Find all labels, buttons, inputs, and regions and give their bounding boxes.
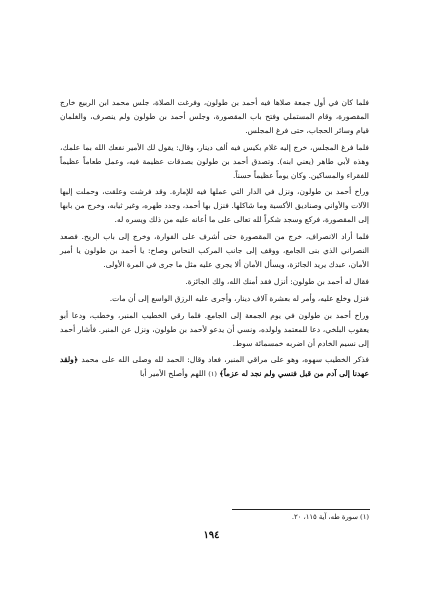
paragraph-1: فلما كان في أول جمعة صلاها فيه أحمد بن طولون، وفرغت الصلاة، جلس محمد ابن الربيع خارج المقصورة، وقام المستملي وفتح باب المقصورة، وجلس أحمد بن طولون ولم ينصرف، والغلمان قيام وسائر الحجاب، حتى فرغ المجلس. xyxy=(60,98,369,135)
footnote-divider xyxy=(232,509,370,510)
quran-verse: ﴿ولقد عهدنا إلى آدم من قبل فنسي ولم نجد له عزماً﴾ xyxy=(60,355,369,379)
footnote-reference: (١) xyxy=(208,370,217,379)
paragraph-2: فلما فرغ المجلس، خرج إليه غلام بكيس فيه ألف دينار، وقال: يقول لك الأمير نفعك الله بما علمك، وهذه لأبي طاهر (يعني ابنه). وتصدق أحمد بن طولون بصدقات عظيمة فيه، وعمل طعاماً عظيماً للفقراء والمساكين. وكان يوماً عظيماً حسناً. xyxy=(60,142,369,180)
paragraph-8-start: فذكر الخطيب سهوه، وهو على مراقي المنبر، فعاد وقال: الحمد لله وصلى الله على محمد xyxy=(81,355,369,365)
paragraph-8 xyxy=(60,353,369,382)
paragraph-8-end: اللهم وأصلح الأمير أبا xyxy=(139,369,206,379)
paragraph-3: وراح أحمد بن طولون، ونزل في الدار التي عملها فيه للإمارة. وقد فرشت وعلقت، وحملت إليها الآلات والأواني وصناديق الأكسية وما شاكلها. فنزل بها أحمد، وجدد طهره، وغير ثيابه، وخرج من بابها إلى المقصورة، فركع وسجد شكراً لله تعالى على ما أعانه عليه من ذلك ويسره له. xyxy=(60,187,369,225)
page-number: ١٩٤ xyxy=(203,530,220,541)
paragraph-4: فلما أراد الانصراف، خرج من المقصورة حتى أشرف على الفوارة، وخرج إلى باب الريح. فصعد النصراني الذي بنى الجامع، ووقف إلى جانب المركب النحاس وصاح: يا أحمد بن طولون يا أمير الأمان، عبدك يريد الجائزة، ويسأل الأمان ألا يجري عليه مثل ما جرى في المرة الأولى. xyxy=(60,232,369,269)
footnote: (١) سورة طه، آية ١١٥، ٢٠. xyxy=(291,513,369,521)
paragraph-7: وراح أحمد بن طولون في يوم الجمعة إلى الجامع. فلما رقي الخطيب المنبر، وخطب، ودعا أبو يعقوب البلخي، دعا للمعتمد ولولده، ونسي أن يدعو لأحمد بن طولون، ونزل عن المنبر. فأشار أحمد إلى نسيم الخادم أن اضربه خمسمائة سوط. xyxy=(60,310,369,348)
paragraph-6: فنزل وخلع عليه، وأمر له بعشرة آلاف دينار، وأجرى عليه الرزق الواسع إلى أن مات. xyxy=(109,293,369,303)
main-text xyxy=(60,96,369,385)
paragraph-5: فقال له أحمد بن طولون: أنزل فقد أمنك الله، ولك الجائزة. xyxy=(185,276,369,286)
